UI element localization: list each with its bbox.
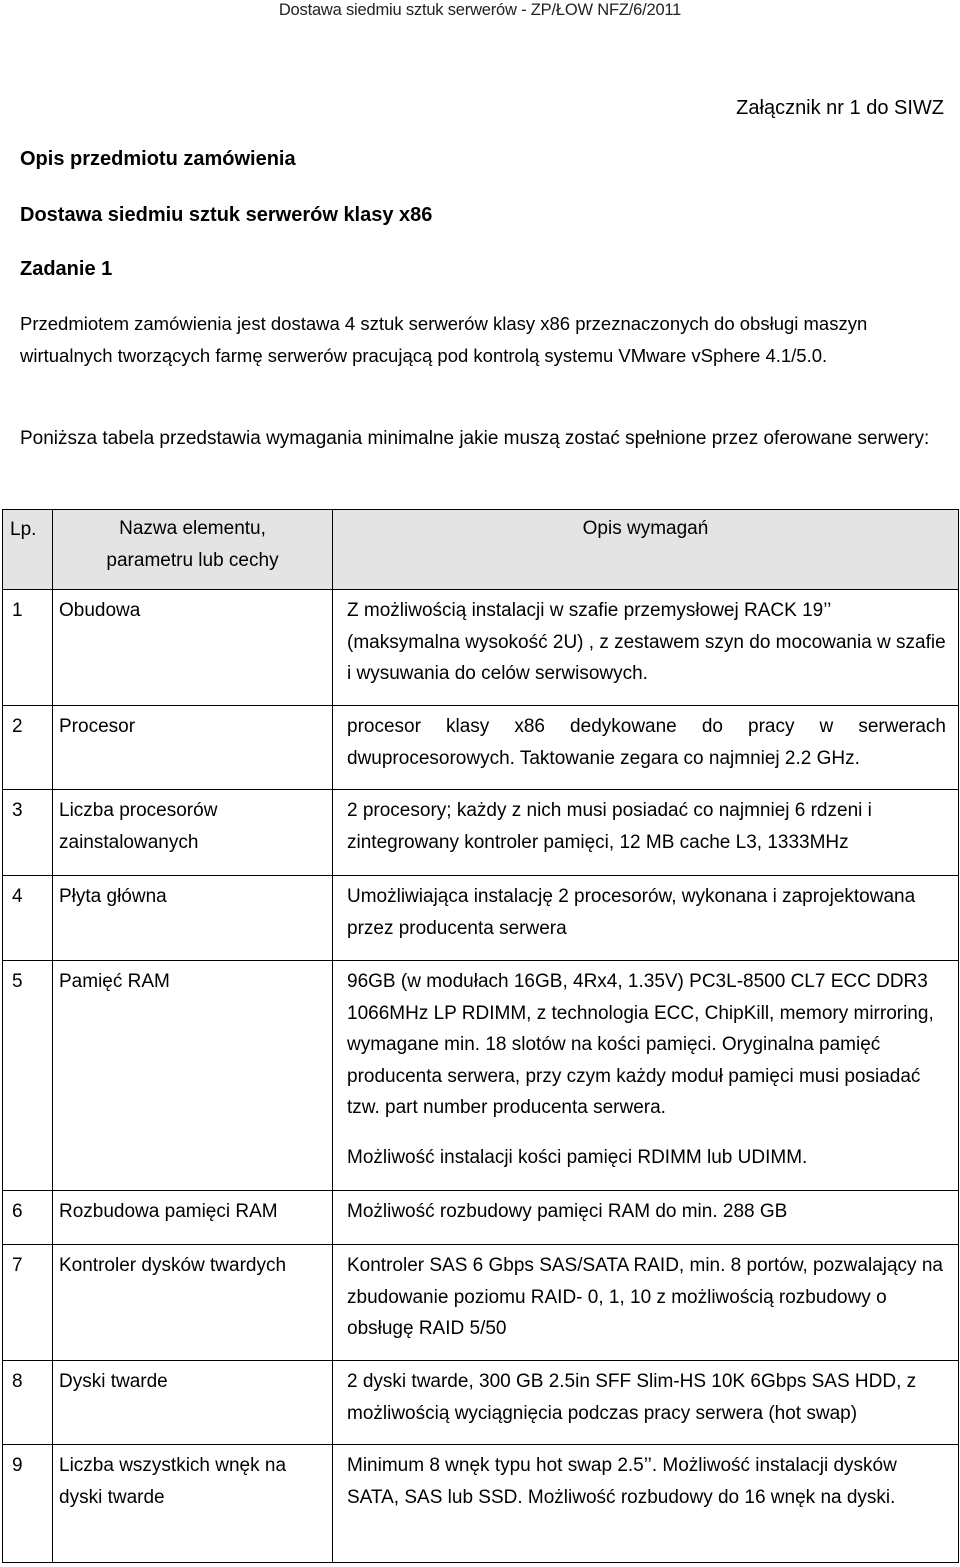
table-row xyxy=(3,1445,959,1563)
row-description xyxy=(333,1245,959,1361)
row-description xyxy=(333,1445,959,1563)
row-number: 3 xyxy=(3,790,53,876)
row-name: Obudowa xyxy=(53,590,333,706)
header-desc: Opis wymagań xyxy=(333,510,959,590)
document-subtitle: Dostawa siedmiu sztuk serwerów klasy x86 xyxy=(20,204,433,226)
intro-paragraph: Przedmiotem zamówienia jest dostawa 4 sztuk serwerów klasy x86 przeznaczonych do obsługi maszyn wirtualnych tworzących farmę serwerów pracującą pod kontrolą systemu VMware vSphere 4.1/5.0. xyxy=(20,313,868,366)
row-description-text: 2 procesory; każdy z nich musi posiadać co najmniej 6 rdzeni i zintegrowany kontroler pamięci, 12 MB cache L3, 1333MHz xyxy=(347,800,872,853)
row-description-text: Z możliwością instalacji w szafie przemysłowej RACK 19’’ (maksymalna wysokość 2U) , z zestawem szyn do mocowania w szafie i wysuwania do celów serwisowych. xyxy=(347,600,946,684)
row-number: 5 xyxy=(3,961,53,1191)
row-description-text: Możliwość rozbudowy pamięci RAM do min. 288 GB xyxy=(347,1201,788,1222)
requirements-table xyxy=(2,509,959,1563)
row-description xyxy=(333,1361,959,1445)
row-description-text: Kontroler SAS 6 Gbps SAS/SATA RAID, min. 8 portów, pozwalający na zbudowanie poziomu RAID- 0, 1, 10 z możliwością rozbudowy o obsługę RAID 5/50 xyxy=(347,1255,943,1339)
row-description xyxy=(333,590,959,706)
row-number: 4 xyxy=(3,876,53,961)
row-description xyxy=(333,961,959,1191)
header-name-line1: Nazwa elementu, xyxy=(119,518,266,539)
row-number: 6 xyxy=(3,1191,53,1245)
row-name: Procesor xyxy=(53,706,333,790)
row-number: 9 xyxy=(3,1445,53,1563)
row-name: Rozbudowa pamięci RAM xyxy=(53,1191,333,1245)
table-row xyxy=(3,961,959,1191)
table-header-row xyxy=(3,510,959,590)
header-name-line2: parametru lub cechy xyxy=(106,549,279,571)
row-description-text: Minimum 8 wnęk typu hot swap 2.5’’. Możliwość instalacji dysków SATA, SAS lub SSD. Możliwość rozbudowy do 16 wnęk na dyski. xyxy=(347,1455,897,1508)
table-row xyxy=(3,790,959,876)
row-description xyxy=(333,1191,959,1245)
row-description-note: Możliwość instalacji kości pamięci RDIMM lub UDIMM. xyxy=(347,1146,808,1168)
row-number: 8 xyxy=(3,1361,53,1445)
lead-paragraph: Poniższa tabela przedstawia wymagania minimalne jakie muszą zostać spełnione przez oferowane serwery: xyxy=(20,428,930,449)
row-description-text: procesor klasy x86 dedykowane do pracy w serwerach dwuprocesorowych. Taktowanie zegara co najmniej 2.2 GHz. xyxy=(347,716,946,769)
table-row xyxy=(3,876,959,961)
table-row xyxy=(3,706,959,790)
row-name: Dyski twarde xyxy=(53,1361,333,1445)
row-name: Pamięć RAM xyxy=(53,961,333,1191)
annex-label: Załącznik nr 1 do SIWZ xyxy=(736,97,944,119)
header-name xyxy=(53,510,333,590)
row-description xyxy=(333,790,959,876)
row-description-text: 96GB (w modułach 16GB, 4Rx4, 1.35V) PC3L-8500 CL7 ECC DDR3 1066MHz LP RDIMM, z technologia ECC, ChipKill, memory mirroring, wymagane min. 18 slotów na kości pamięci. Oryginalna pamięć producenta serwera, przy czym każdy moduł pamięci musi posiadać tzw. part number producenta serwera. xyxy=(347,971,934,1118)
row-description-text: Umożliwiająca instalację 2 procesorów, wykonana i zaprojektowana przez producenta serwera xyxy=(347,886,916,939)
row-name: Liczba procesorów zainstalowanych xyxy=(53,790,333,876)
row-description xyxy=(333,706,959,790)
row-name: Płyta główna xyxy=(53,876,333,961)
running-header: Dostawa siedmiu sztuk serwerów - ZP/ŁOW NFZ/6/2011 xyxy=(278,1,682,19)
document-title: Opis przedmiotu zamówienia xyxy=(20,148,296,170)
row-number: 7 xyxy=(3,1245,53,1361)
table-row xyxy=(3,1245,959,1361)
table-row xyxy=(3,1361,959,1445)
table-row xyxy=(3,590,959,706)
table-row xyxy=(3,1191,959,1245)
row-name: Kontroler dysków twardych xyxy=(53,1245,333,1361)
row-name: Liczba wszystkich wnęk na dyski twarde xyxy=(53,1445,333,1563)
row-number: 1 xyxy=(3,590,53,706)
task-heading: Zadanie 1 xyxy=(20,258,113,280)
row-number: 2 xyxy=(3,706,53,790)
row-description-text: 2 dyski twarde, 300 GB 2.5in SFF Slim-HS 10K 6Gbps SAS HDD, z możliwością wyciągnięcia podczas pracy serwera (hot swap) xyxy=(347,1371,917,1424)
header-lp: Lp. xyxy=(3,510,53,590)
row-description xyxy=(333,876,959,961)
